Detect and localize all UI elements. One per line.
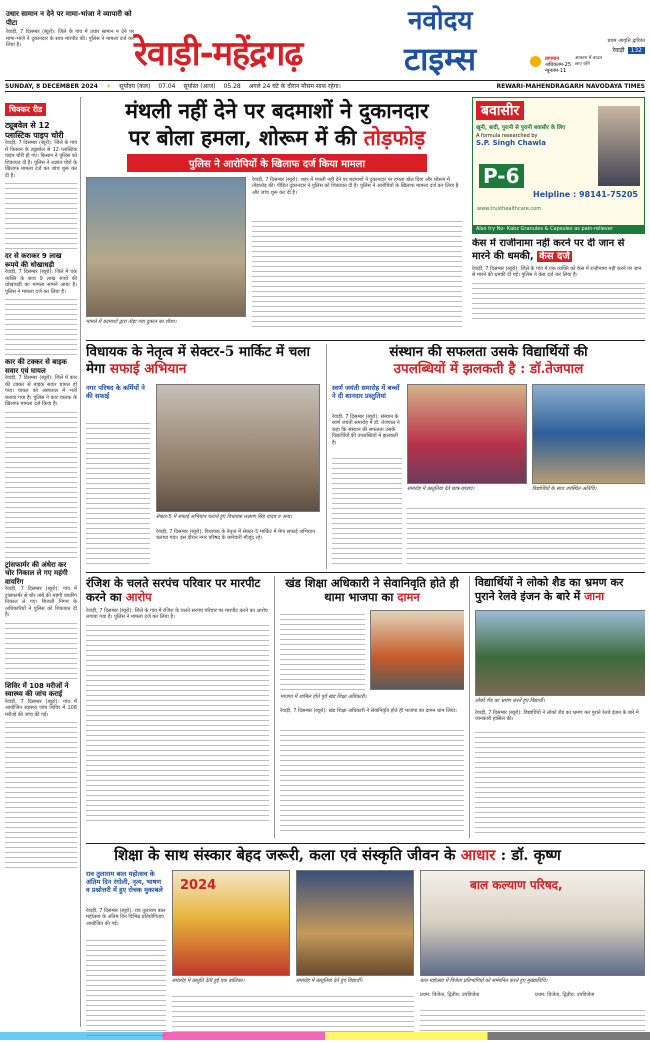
ad-helpline [533,190,638,199]
teaser-text: रेवाड़ी, 7 दिसम्बर (ब्यूरो): जिले के गांव में उधार सामान न देने पर मामा-भांजे ने दुकानदार के साथ मारपीट की। पुलिस ने मामला दर्ज कर लिया है। [6,29,134,48]
krishan-body: रेवाड़ी, 7 दिसम्बर (ब्यूरो): राव तुलाराम बाल महोत्सव के अंतिम दिन विभिन्न प्रतियोगिताएं आयोजित की गई। [86,908,166,927]
text-block [407,504,645,564]
sector5-headline [86,344,320,378]
sector5-photo [156,384,320,512]
city-label: रेवाड़ी [612,47,625,54]
text-block [280,726,464,834]
dateline-date: SUNDAY, 8 DECEMBER 2024 [5,82,98,90]
lead-headline-line2 [86,124,468,151]
krishan-banner-right: बाल कल्याण परिषद, [470,878,563,892]
ad-helpline-label: Helpline : [533,190,577,199]
tejpal-photo-left [407,384,527,484]
left-story2-title: दर से कराकर 9 लाख रूपये की धोखाधड़ी [5,252,62,269]
krishan-headline [30,846,645,865]
ranjish-headline-b: आरोप [125,590,152,604]
lead-body: रेवाड़ी, 7 दिसम्बर (ब्यूरो): शहर में मंथली नहीं देने पर बदमाशों ने दुकानदार पर हमला बोल दिया और शोरूम में तोड़फोड़ की। पीड़ित दुकानदार ने पुलिस को शिकायत दी है। पुलिस ने आरोपियों के खिलाफ मामला दर्ज कर लिया है और जांच शुरू कर दी है। [252,177,459,196]
sector5-story [86,344,320,569]
lead-headline-line1: मंथली नहीं देने पर बदमाशों ने दुकानदार [125,98,429,123]
divider [86,572,645,573]
rail-story [469,576,645,838]
krishan-side-head: राव तुलाराम बाल महोत्सव के अंतिम दिन रंगोली, नृत्य, भाषण व प्रश्नोत्तरी में हुए रोचक मुकाबले [86,870,163,894]
left-story5-text: रेवाड़ी, 7 दिसम्बर (ब्यूरो): गांव में आयोजित स्वास्थ्य जांच शिविर में 108 मरीजों की जांच की गई। [5,698,77,718]
masthead-title-navodaya: नवोदय [408,6,473,36]
krishan-footer-left: प्रथम: विजेता, द्वितीय: उपविजेता [420,992,480,998]
ranjish-body: रेवाड़ी, 7 दिसम्बर (ब्यूरो): जिले के गांव में रंजिश के चलते सरपंच परिवार पर मारपीट करने का आरोप लगाया गया है। पुलिस ने मामला दर्ज कर लिया है। [86,608,268,621]
divider [86,843,645,844]
text-block [5,408,77,558]
ad-doctor: S.P. Singh Chawla [476,139,546,147]
tejpal-photo-right [532,384,645,484]
temp-min: न्यूनतम-11 [545,68,567,74]
ad-brand: बवासीर [476,101,524,120]
ad-block [472,97,645,234]
divider [86,340,645,341]
krishan-story [30,846,645,1036]
text-block [252,217,462,327]
weather-label: तापमान [545,56,560,62]
right-story-body: रेवाड़ी, 7 दिसम्बर (ब्यूरो): जिले के गांव में एक व्यक्ति को केस में राजीनामा नहीं करने पर जान से मारने की धमकी दी गई। पुलिस ने केस दर्ज कर लिया है। [472,266,642,279]
text-block [172,992,414,1032]
sunrise-label: सूर्योदय (कल) [119,83,151,90]
ad-footer: Also try No- Kabz Granules & Capsules as pain-reliever [473,225,644,233]
sunset-label: सूर्यास्त (आज) [183,83,216,90]
right-story [472,238,645,338]
text-block [5,295,77,355]
ad-helpline-number: 98141-75205 [578,190,638,199]
krishan-headline-b: आधार [460,846,496,864]
sector5-caption: सेक्टर-5 में सफाई अभियान चलाते हुए विधायक लक्ष्मण सिंह यादव व अन्य। [156,514,293,520]
tejpal-headline-a: संस्थान की सफलता उसके विद्यार्थियों की [389,344,588,360]
text-block [86,419,150,564]
left-story3-text: रेवाड़ी, 7 दिसम्बर (ब्यूरो): जिले में कार की टक्कर से बाइक सवार घायल हो गया। घायल को अस्पताल में भर्ती कराया गया है। पुलिस ने कार चालक के खिलाफ मामला दर्ज किया है। [5,375,77,407]
bjp-headline-a: खंड शिक्षा अधिकारी ने सेवानिवृति होते ही थामा भाजपा का [285,576,459,604]
sunrise-time: 07.04 [158,82,176,90]
krishan-caption3: बाल महोत्सव में विजेता प्रतिभागियों को सम्मानित करते हुए मुख्यातिथि। [420,978,548,984]
text-block [332,454,402,564]
tejpal-body: रेवाड़ी, 7 दिसम्बर (ब्यूरो): संस्थान के स्वर्ण जयंती समारोह में डॉ. तेजपाल ने कहा कि संस्थान की सफलता उसके विद्यार्थियों की उपलब्धियों में झलकती है। [332,414,400,446]
krishan-caption2: समारोह में प्रस्तुतियां देते हुए विद्यार्थी। [296,978,363,984]
text-block [280,610,365,690]
left-story1-title: ट्यूबवेल से 12 प्लास्टिक पाइप चोरी [5,121,64,140]
rail-caption: लोको शैड का भ्रमण करते हुए विद्यार्थी। [475,698,545,704]
ad-line: खूनी, बादी, पुरानी से पुरानी बवासीर के लिए [476,125,566,131]
text-block [86,621,269,821]
ranjish-headline-a: रंजिश के चलते सरपंच परिवार पर मारपीट करने का [86,576,261,604]
lead-subhead: पुलिस ने आरोपियों के खिलाफ दर्ज किया मामला [127,154,427,172]
teaser-title: उधार सामान न देने पर मामा-भांजा ने व्यापारी को पीटा [6,10,132,27]
edition-label: प्रथम आवृत्ति द्वारिका [607,38,645,44]
rail-photo [475,610,645,696]
bjp-story [274,576,464,838]
sector5-headline-b: सफाई अभियान [109,361,187,377]
rail-body: रेवाड़ी, 7 दिसम्बर (ब्यूरो): विद्यार्थियों ने लोको शैड का भ्रमण कर पुराने रेलवे इंजन के बारे में जानकारी हासिल की। [475,710,639,723]
bjp-photo [370,610,464,690]
dateline-tagline: अगले 24 घंटे के दौरान मौसम साफ रहेगा। [248,83,341,90]
edition-box [530,38,645,78]
page-badge: 132 [628,47,645,54]
text-block [420,1006,645,1034]
bjp-headline [280,576,464,604]
sector5-side-head: नगर परिषद के कर्मियों ने की सफाई [86,384,145,400]
dateline-bar [5,80,645,92]
right-story-headline-b: केस दर्ज [539,250,570,262]
krishan-stage-banner: 2024 [180,878,217,893]
rail-headline [475,576,645,603]
bjp-body: रेवाड़ी, 7 दिसम्बर (ब्यूरो): खंड शिक्षा अधिकारी ने सेवानिवृति होते ही भाजपा का दामन थाम लिया। [280,708,457,714]
krishan-photo-students [296,870,414,976]
sector5-body: रेवाड़ी, 7 दिसम्बर (ब्यूरो): विधायक के नेतृत्व में सेक्टर-5 मार्किट में मेगा सफाई अभियान चलाया गया। इस दौरान नगर परिषद के कर्मचारी मौजूद रहे। [156,529,315,542]
masthead-title-times: टाइम्स [404,40,477,78]
tejpal-side-head: स्वर्ण जयंती समारोह में बच्चों ने दी शानदार प्रस्तुतियां [332,384,400,400]
paper-name: REWARI-MAHENDRAGARH NAVODAYA TIMES [496,82,645,90]
sun-icon: ☀ [105,82,112,90]
masthead-teaser [6,10,134,72]
sunset-time: 05.28 [223,82,241,90]
tejpal-story [326,344,645,569]
tejpal-caption-left: समारोह में प्रस्तुतियां देते छात्र-छात्राएं। [407,486,475,492]
left-story5-title: शिविर में 108 मरीजों ने स्वास्थ्य की जांच कराई [5,681,69,698]
text-block [472,279,645,319]
ranjish-headline [86,576,269,604]
masthead [0,0,650,80]
left-story3-title: कार की टक्कर से बाइक सवार एवं घायल [5,358,67,375]
text-block [86,936,166,1036]
krishan-footer-right: प्रथम: विजेता, द्वितीय: उपविजेता [535,992,595,998]
text-block [5,619,77,679]
masthead-title-rewari: रेवाड़ी-महेंद्रगढ़ [134,34,303,74]
color-registration-strip [0,1032,650,1040]
text-block [475,728,645,834]
weather-note: आकाश में बादल छाए रहेंगे [575,56,603,67]
left-story1-text: रेवाड़ी, 7 दिसम्बर (ब्यूरो): जिले के गांव में किसान के ट्यूबवेल से 12 प्लास्टिक पाइप चोरी हो गए। किसान ने पुलिस को शिकायत दी है। पुलिस ने अज्ञात चोरों के खिलाफ मामला दर्ज कर जांच शुरू कर दी है। [5,140,77,179]
lead-photo-caption: मामले में बदमाशों द्वारा तोड़ा गया दुकान का शीशा। [86,319,177,325]
sector5-headline-a: विधायक के नेतृत्व में सेक्टर-5 मार्किट में चला मेगा [86,344,310,377]
lead-headline-line2-b: तोड़फोड़ [363,125,426,150]
tejpal-headline-b: उपलब्धियों में झलकती है : डॉ.तेजपाल [393,361,584,377]
lead-photo [86,177,246,317]
ad-formula-by: A formula researched by [476,133,538,139]
right-story-headline [472,238,645,263]
rail-headline-b: जाना [584,589,605,603]
left-story4-title: ट्रांसफार्मर की अंधेरा कर चोर निकाल ले गए महंगी वायरिंग [5,560,68,586]
lead-headline-line2-a: पर बोला हमला, शोरूम में की [128,125,357,150]
right-story-headline-a: केस में राजीनामा नहीं करने पर दी जान से मारने की धमकी, [472,238,625,262]
ad-person-photo [598,106,640,186]
left-story2-text: रेवाड़ी, 7 दिसम्बर (ब्यूरो): जिले में एक व्यक्ति के साथ 9 लाख रुपये की धोखाधड़ी का मामला सामने आया है। पुलिस ने मामला दर्ज कर लिया है। [5,269,77,295]
left-column-badge: चिक्कर रीड [5,103,46,116]
krishan-headline-c: : डॉ. कृष्ण [500,846,561,864]
krishan-headline-a: शिक्षा के साथ संस्कार बेहद जरूरी, कला एवं संस्कृति जीवन के [114,846,456,864]
temp-max: अधिकतम-25 [545,62,572,68]
left-story4-text: रेवाड़ी, 7 दिसम्बर (ब्यूरो): गांव में ट्रांसफार्मर से चोर तांबे की महंगी वायरिंग निकाल ले गए। बिजली निगम के अधिकारियों ने पुलिस को शिकायत दी है। [5,586,77,618]
ranjish-story [86,576,269,838]
bjp-caption: भाजपा में शामिल होते पूर्व खंड शिक्षा अधिकारी। [280,694,367,700]
ad-website: www.trusthealthcare.com [477,206,542,212]
text-block [5,179,77,249]
rail-headline-a: विद्यार्थियों ने लोको शैड का भ्रमण कर पुराने रेलवे इंजन के बारे में [475,576,624,603]
weather-icon [530,56,541,67]
lead-story [86,97,468,337]
ad-product: P-6 [479,164,524,188]
tejpal-caption-right: विद्यार्थियों के साथ उपस्थित अतिथि। [532,486,597,492]
bjp-headline-b: दामन [397,590,420,604]
krishan-caption1: समारोह में प्रस्तुति देती हुई एक बालिका। [172,978,245,984]
